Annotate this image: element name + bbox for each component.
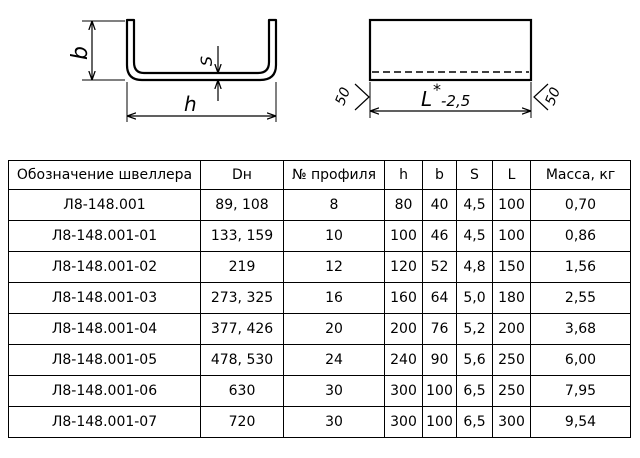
cell-s: 6,5 bbox=[457, 407, 493, 438]
header-s: S bbox=[457, 161, 493, 190]
cell-b: 52 bbox=[423, 252, 457, 283]
cell-mass: 2,55 bbox=[531, 283, 631, 314]
cell-profile-number: 16 bbox=[284, 283, 385, 314]
cell-s: 4,8 bbox=[457, 252, 493, 283]
side-view-outline bbox=[370, 20, 531, 80]
cell-designation: Л8-148.001-03 bbox=[9, 283, 201, 314]
cell-s: 5,0 bbox=[457, 283, 493, 314]
cell-h: 300 bbox=[385, 407, 423, 438]
table-row bbox=[9, 190, 631, 221]
cell-designation: Л8-148.001-06 bbox=[9, 376, 201, 407]
cell-h: 300 bbox=[385, 376, 423, 407]
table-row bbox=[9, 376, 631, 407]
table-header-row bbox=[9, 161, 631, 190]
cell-b: 100 bbox=[423, 407, 457, 438]
cell-mass: 7,95 bbox=[531, 376, 631, 407]
cell-h: 80 bbox=[385, 190, 423, 221]
cell-dn: 273, 325 bbox=[201, 283, 284, 314]
cell-b: 76 bbox=[423, 314, 457, 345]
header-designation: Обозначение швеллера bbox=[9, 161, 201, 190]
cell-dn: 133, 159 bbox=[201, 221, 284, 252]
cell-l: 200 bbox=[493, 314, 531, 345]
cell-dn: 89, 108 bbox=[201, 190, 284, 221]
cell-l: 180 bbox=[493, 283, 531, 314]
cell-h: 160 bbox=[385, 283, 423, 314]
cell-designation: Л8-148.001 bbox=[9, 190, 201, 221]
cell-h: 120 bbox=[385, 252, 423, 283]
cell-mass: 9,54 bbox=[531, 407, 631, 438]
cell-l: 250 bbox=[493, 345, 531, 376]
cell-mass: 0,70 bbox=[531, 190, 631, 221]
cell-profile-number: 12 bbox=[284, 252, 385, 283]
cell-designation: Л8-148.001-02 bbox=[9, 252, 201, 283]
cell-b: 100 bbox=[423, 376, 457, 407]
cell-designation: Л8-148.001-01 bbox=[9, 221, 201, 252]
cell-l: 100 bbox=[493, 221, 531, 252]
cell-s: 5,2 bbox=[457, 314, 493, 345]
cell-l: 250 bbox=[493, 376, 531, 407]
cell-s: 4,5 bbox=[457, 221, 493, 252]
table-row bbox=[9, 345, 631, 376]
cell-b: 46 bbox=[423, 221, 457, 252]
angle-label-right: 50 bbox=[542, 85, 565, 108]
channel-drawing bbox=[0, 0, 640, 150]
cell-dn: 630 bbox=[201, 376, 284, 407]
header-mass: Масса, кг bbox=[531, 161, 631, 190]
cell-profile-number: 10 bbox=[284, 221, 385, 252]
cell-profile-number: 8 bbox=[284, 190, 385, 221]
header-h: h bbox=[385, 161, 423, 190]
channel-spec-table bbox=[8, 160, 631, 438]
l-dimension-label: L bbox=[421, 87, 433, 111]
table-row bbox=[9, 221, 631, 252]
cell-mass: 0,86 bbox=[531, 221, 631, 252]
cell-l: 150 bbox=[493, 252, 531, 283]
angle-marker-left bbox=[355, 84, 369, 110]
table-row bbox=[9, 283, 631, 314]
cell-s: 6,5 bbox=[457, 376, 493, 407]
cell-profile-number: 20 bbox=[284, 314, 385, 345]
cell-l: 300 bbox=[493, 407, 531, 438]
header-b: b bbox=[423, 161, 457, 190]
cell-h: 200 bbox=[385, 314, 423, 345]
cell-dn: 478, 530 bbox=[201, 345, 284, 376]
channel-profile-outline bbox=[127, 20, 276, 80]
cell-designation: Л8-148.001-04 bbox=[9, 314, 201, 345]
cell-mass: 3,68 bbox=[531, 314, 631, 345]
l-dimension-marks: * bbox=[433, 80, 441, 99]
cell-b: 90 bbox=[423, 345, 457, 376]
cell-h: 100 bbox=[385, 221, 423, 252]
channel-section-view bbox=[82, 20, 276, 122]
cell-profile-number: 30 bbox=[284, 407, 385, 438]
cell-l: 100 bbox=[493, 190, 531, 221]
cell-mass: 6,00 bbox=[531, 345, 631, 376]
cell-h: 240 bbox=[385, 345, 423, 376]
b-dimension-label: b bbox=[68, 46, 93, 60]
cell-profile-number: 30 bbox=[284, 376, 385, 407]
cell-mass: 1,56 bbox=[531, 252, 631, 283]
cell-designation: Л8-148.001-05 bbox=[9, 345, 201, 376]
cell-b: 64 bbox=[423, 283, 457, 314]
l-dimension-tolerance: -2,5 bbox=[441, 92, 471, 110]
cell-profile-number: 24 bbox=[284, 345, 385, 376]
cell-designation: Л8-148.001-07 bbox=[9, 407, 201, 438]
table-row bbox=[9, 314, 631, 345]
cell-dn: 377, 426 bbox=[201, 314, 284, 345]
header-l: L bbox=[493, 161, 531, 190]
cell-dn: 720 bbox=[201, 407, 284, 438]
cell-b: 40 bbox=[423, 190, 457, 221]
cell-dn: 219 bbox=[201, 252, 284, 283]
cell-s: 5,6 bbox=[457, 345, 493, 376]
angle-label-left: 50 bbox=[332, 85, 355, 108]
cell-s: 4,5 bbox=[457, 190, 493, 221]
header-dn: Dн bbox=[201, 161, 284, 190]
table-row bbox=[9, 407, 631, 438]
h-dimension-label: h bbox=[184, 92, 197, 116]
s-dimension-label: S bbox=[197, 55, 216, 67]
table-row bbox=[9, 252, 631, 283]
header-profile-number: № профиля bbox=[284, 161, 385, 190]
